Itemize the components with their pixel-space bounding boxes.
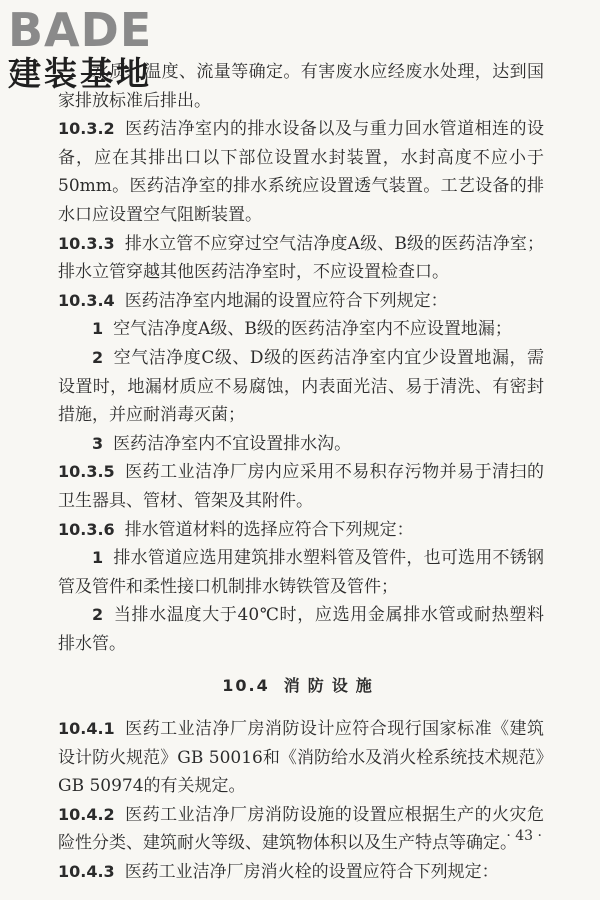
logo-text-cn: 建装基地 [8, 54, 152, 93]
clause-number: 10.4.2 [58, 804, 115, 824]
clause-text: 医药工业洁净厂房消火栓的设置应符合下列规定： [124, 862, 499, 883]
clause-number: 10.3.3 [58, 233, 115, 253]
clause-10-4-2 [58, 801, 544, 858]
clause-10-3-6 [58, 516, 544, 545]
clause-number: 10.3.5 [58, 462, 115, 482]
clause-number: 10.3.6 [58, 519, 115, 539]
list-item [58, 601, 544, 658]
clause-10-3-3 [58, 230, 544, 287]
clause-text: 排水立管不应穿过空气洁净度A级、B级的医药洁净室；排水立管穿越其他医药洁净室时，不应设置检查口。 [58, 233, 544, 283]
logo-text-en: BADE [8, 3, 153, 57]
list-item [58, 344, 544, 430]
list-item [58, 430, 544, 459]
list-item [58, 544, 544, 601]
clause-text: 医药洁净室内地漏的设置应符合下列规定： [124, 290, 448, 311]
item-number: 1 [92, 548, 104, 568]
clause-text: 排水管道材料的选择应符合下列规定： [124, 519, 414, 540]
item-text: 医药洁净室内不宜设置排水沟。 [113, 433, 352, 454]
clause-10-3-4 [58, 287, 544, 316]
section-title: 消防设施 [283, 676, 380, 696]
item-text: 当排水温度大于40℃时，应选用金属排水管或耐热塑料排水管。 [58, 605, 544, 654]
clause-10-3-2 [58, 115, 544, 229]
section-number: 10.4 [222, 676, 270, 696]
item-number: 2 [92, 605, 104, 625]
item-number: 2 [92, 347, 104, 367]
clause-10-3-5 [58, 458, 544, 515]
item-number: 1 [92, 319, 104, 339]
clause-number: 10.3.4 [58, 290, 115, 310]
paragraph-continuation: 水质、温度、流量等确定。有害废水应经废水处理，达到国家排放标准后排出。 [58, 62, 544, 111]
clause-text: 医药工业洁净厂房消防设计应符合现行国家标准《建筑设计防火规范》GB 50016和《消防给水及消火栓系统技术规范》GB 50974的有关规定。 [58, 719, 544, 797]
item-text: 排水管道应选用建筑排水塑料管及管件，也可选用不锈钢管及管件和柔性接口机制排水铸铁管及管件； [58, 548, 544, 597]
clause-number: 10.4.3 [58, 862, 115, 882]
item-number: 3 [92, 433, 104, 453]
page-number: · 43 · [506, 828, 542, 844]
clause-text: 医药洁净室内的排水设备以及与重力回水管道相连的设备，应在其排出口以下部位设置水封装置，水封高度不应小于50mm。医药洁净室的排水系统应设置透气装置。工艺设备的排水口应设置空气阻断装置。 [58, 119, 544, 225]
item-text: 空气洁净度C级、D级的医药洁净室内宜少设置地漏，需设置时，地漏材质应不易腐蚀，内表面光洁、易于清洗、有密封措施，并应耐消毒灭菌； [58, 347, 544, 426]
item-text: 空气洁净度A级、B级的医药洁净室内不应设置地漏； [113, 319, 512, 340]
clause-number: 10.4.1 [58, 719, 115, 739]
clause-number: 10.3.2 [58, 119, 115, 139]
clause-text: 医药工业洁净厂房内应采用不易积存污物并易于清扫的卫生器具、管材、管架及其附件。 [58, 462, 544, 511]
clause-10-4-3 [58, 858, 544, 887]
section-heading [58, 672, 544, 701]
clause-text: 医药工业洁净厂房消防设施的设置应根据生产的火灾危险性分类、建筑耐火等级、建筑物体积以及生产特点等确定。 [58, 804, 544, 854]
clause-10-4-1 [58, 715, 544, 801]
list-item [58, 315, 544, 344]
document-body [58, 58, 544, 887]
